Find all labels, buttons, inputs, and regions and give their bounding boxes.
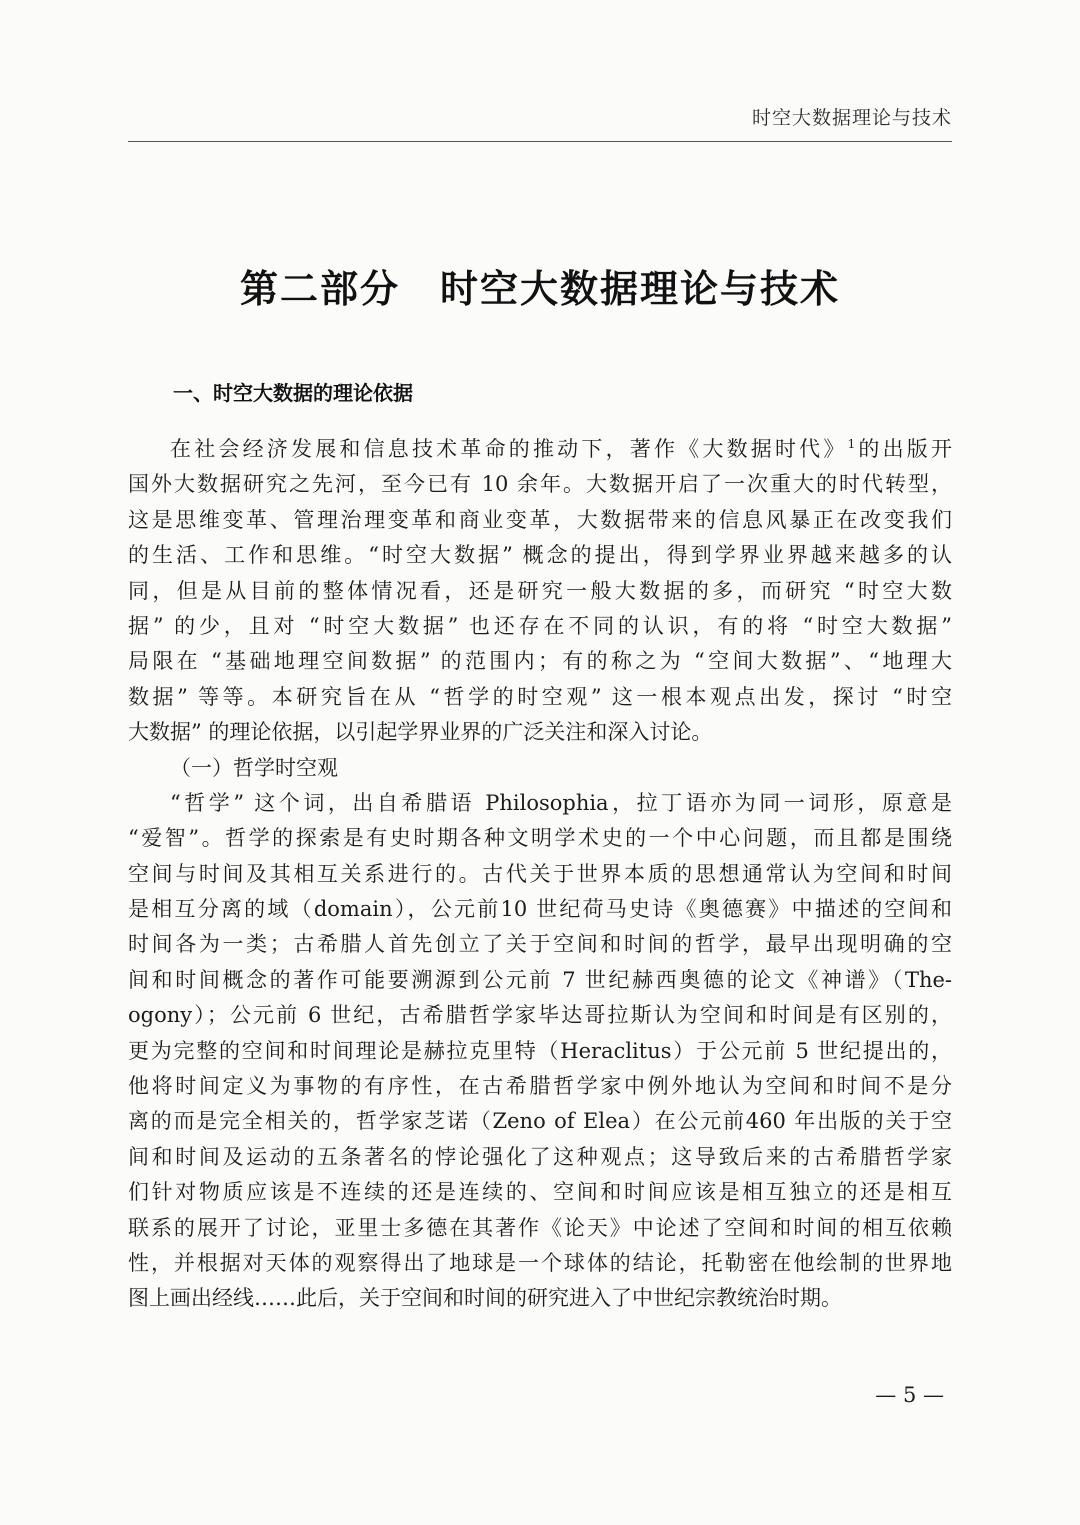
paragraph-2-line-12: 们针对物质应该是不连续的还是连续的、空间和时间应该是相互独立的还是相互 bbox=[128, 1180, 952, 1205]
paragraph-1-line-6: 据” 的少，且对 “时空大数据” 也还存在不同的认识，有的将 “时空大数据” bbox=[128, 613, 952, 638]
paragraph-2-line-6: 间和时间概念的著作可能要溯源到公元前 7 世纪赫西奥德的论文《神谱》（The- bbox=[128, 967, 952, 992]
page-number: — 5 — bbox=[875, 1383, 944, 1407]
paragraph-2-line-5: 时间各为一类；古希腊人首先创立了关于空间和时间的哲学，最早出现明确的空 bbox=[128, 932, 952, 957]
paragraph-1-line-8: 数据” 等等。本研究旨在从 “哲学的时空观” 这一根本观点出发，探讨 “时空 bbox=[128, 684, 952, 709]
paragraph-2-line-13: 联系的展开了讨论，亚里士多德在其著作《论天》中论述了空间和时间的相互依赖 bbox=[128, 1215, 952, 1240]
paragraph-2-line-7: ogony）；公元前 6 世纪，古希腊哲学家毕达哥拉斯认为空间和时间是有区别的， bbox=[128, 1003, 952, 1028]
paragraph-1-line-3: 这是思维变革、管理治理变革和商业变革，大数据带来的信息风暴正在改变我们 bbox=[128, 507, 952, 532]
paragraph-2-line-1: “哲学” 这个词，出自希腊语 Philosophia，拉丁语亦为同一词形，原意是 bbox=[170, 790, 952, 815]
paragraph-1-line-1-tail: 的出版开 bbox=[855, 437, 952, 461]
header-rule bbox=[128, 141, 952, 142]
paragraph-2-line-11: 间和时间及运动的五条著名的悖论强化了这种观点；这导致后来的古希腊哲学家 bbox=[128, 1144, 952, 1169]
paragraph-1-line-7: 局限在 “基础地理空间数据” 的范围内；有的称之为 “空间大数据”、“地理大 bbox=[128, 649, 952, 674]
paragraph-2-line-9: 他将时间定义为事物的有序性，在古希腊哲学家中例外地认为空间和时间不是分 bbox=[128, 1074, 952, 1099]
footnote-marker: 1 bbox=[847, 437, 856, 451]
paragraph-2-line-4: 是相互分离的域（domain），公元前10 世纪荷马史诗《奥德赛》中描述的空间和 bbox=[128, 897, 952, 922]
paragraph-1-line-1-text: 在社会经济发展和信息技术革命的推动下，著作《大数据时代》 bbox=[170, 437, 848, 461]
paragraph-2-line-3: 空间与时间及其相互关系进行的。古代关于世界本质的思想通常认为空间和时间 bbox=[128, 861, 952, 886]
paragraph-2-line-8: 更为完整的空间和时间理论是赫拉克里特（Heraclitus）于公元前 5 世纪提出的， bbox=[128, 1038, 952, 1063]
paragraph-1-line-5: 同，但是从目前的整体情况看，还是研究一般大数据的多，而研究 “时空大数 bbox=[128, 578, 952, 603]
paragraph-1-line-9: 大数据” 的理论依据，以引起学界业界的广泛关注和深入讨论。 bbox=[128, 720, 713, 745]
running-head: 时空大数据理论与技术 bbox=[751, 107, 952, 129]
subsection-heading: （一）哲学时空观 bbox=[170, 755, 338, 780]
paragraph-1-line-1 bbox=[128, 432, 952, 467]
paragraph-2-line-15: 图上画出经线……此后，关于空间和时间的研究进入了中世纪宗教统治时期。 bbox=[128, 1286, 842, 1311]
paragraph-2-line-2: “爱智”。哲学的探索是有史时期各种文明学术史的一个中心问题，而且都是围绕 bbox=[128, 826, 952, 851]
body-text bbox=[128, 432, 952, 1317]
paragraph-2-line-14: 性，并根据对天体的观察得出了地球是一个球体的结论，托勒密在他绘制的世界地 bbox=[128, 1250, 952, 1275]
part-title: 第二部分 时空大数据理论与技术 bbox=[239, 267, 840, 311]
paragraph-1-line-2: 国外大数据研究之先河，至今已有 10 余年。大数据开启了一次重大的时代转型， bbox=[128, 472, 952, 497]
paragraph-1-line-4: 的生活、工作和思维。“时空大数据” 概念的提出，得到学界业界越来越多的认 bbox=[128, 543, 952, 568]
section-heading: 一、时空大数据的理论依据 bbox=[173, 381, 413, 405]
paragraph-2-line-10: 离的而是完全相关的，哲学家芝诺（Zeno of Elea）在公元前460 年出版的关于空 bbox=[128, 1109, 952, 1134]
